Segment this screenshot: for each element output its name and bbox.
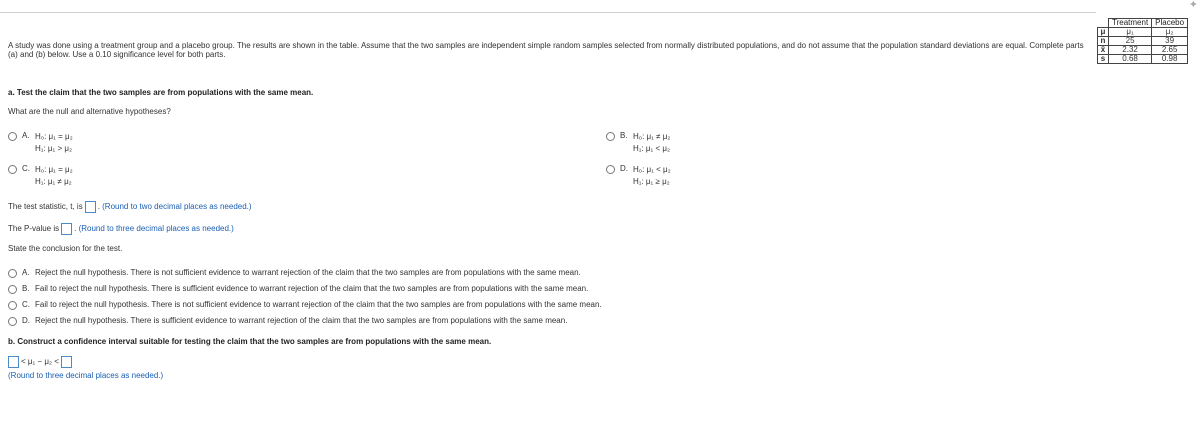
conclusion-option-d[interactable]: D. Reject the null hypothesis. There is sufficient evidence to warrant rejection of the claim that the two samples are from populations with the same mean. xyxy=(8,316,567,326)
radio-button[interactable] xyxy=(8,132,17,141)
hypotheses-question: What are the null and alternative hypotheses? xyxy=(8,107,171,116)
part-a-title: a. Test the claim that the two samples are from populations with the same mean. xyxy=(8,88,314,97)
conclusion-option-b[interactable]: B. Fail to reject the null hypothesis. There is sufficient evidence to warrant rejection of the claim that the two samples are from populations with the same mean. xyxy=(8,284,588,294)
table-cell: 2.32 xyxy=(1109,46,1152,55)
row-label: x̄ xyxy=(1098,46,1109,55)
pvalue-row: The P-value is . (Round to three decimal places as needed.) xyxy=(8,224,234,234)
radio-button[interactable] xyxy=(8,285,17,294)
radio-button[interactable] xyxy=(606,132,615,141)
test-statistic-input[interactable] xyxy=(85,201,96,213)
hypothesis-option-b[interactable]: B. H₀: μ₁ ≠ μ₂ H₁: μ₁ < μ₂ xyxy=(606,131,670,155)
table-cell: 25 xyxy=(1109,37,1152,46)
row-label: n xyxy=(1098,37,1109,46)
radio-button[interactable] xyxy=(8,301,17,310)
radio-button[interactable] xyxy=(8,165,17,174)
header-placebo: Placebo xyxy=(1152,19,1188,28)
problem-statement: A study was done using a treatment group and a placebo group. The results are shown in the table. Assume that the two samples are independent simple random samples selected from normally distributed populations, and do not assume that the population standard deviations are equal. Complete parts (a) and (b) below. Use a 0.10 significance level for both parts. xyxy=(8,41,1084,59)
confidence-interval-row: < μ₁ − μ₂ < xyxy=(8,356,74,368)
hypothesis-option-c[interactable]: C. H₀: μ₁ = μ₂ H₁: μ₁ ≠ μ₂ xyxy=(8,164,73,188)
row-label: μ xyxy=(1098,28,1109,37)
radio-button[interactable] xyxy=(606,165,615,174)
conclusion-prompt: State the conclusion for the test. xyxy=(8,244,123,253)
ci-round-note: (Round to three decimal places as needed.) xyxy=(8,371,164,380)
ci-upper-input[interactable] xyxy=(61,356,72,368)
table-cell: 39 xyxy=(1152,37,1188,46)
table-cell: μ₂ xyxy=(1152,28,1188,37)
table-cell: 0.68 xyxy=(1109,55,1152,64)
row-label: s xyxy=(1098,55,1109,64)
hypothesis-option-d[interactable]: D. H₀: μ₁ < μ₂ H₁: μ₁ ≥ μ₂ xyxy=(606,164,671,188)
conclusion-option-c[interactable]: C. Fail to reject the null hypothesis. There is not sufficient evidence to warrant rejection of the claim that the two samples are from populations with the same mean. xyxy=(8,300,602,310)
table-cell: μ₁ xyxy=(1109,28,1152,37)
ci-lower-input[interactable] xyxy=(8,356,19,368)
table-cell: 2.65 xyxy=(1152,46,1188,55)
part-b-title: b. Construct a confidence interval suitable for testing the claim that the two samples are from populations with the same mean. xyxy=(8,337,492,346)
hypothesis-option-a[interactable]: A. H₀: μ₁ = μ₂ H₁: μ₁ > μ₂ xyxy=(8,131,73,155)
header-treatment: Treatment xyxy=(1109,19,1152,28)
radio-button[interactable] xyxy=(8,269,17,278)
conclusion-option-a[interactable]: A. Reject the null hypothesis. There is not sufficient evidence to warrant rejection of the claim that the two samples are from populations with the same mean. xyxy=(8,268,581,278)
pvalue-input[interactable] xyxy=(61,223,72,235)
data-table xyxy=(1097,18,1188,64)
tooltip-pin-icon[interactable]: ✦ xyxy=(1188,0,1198,11)
table-cell: 0.98 xyxy=(1152,55,1188,64)
radio-button[interactable] xyxy=(8,317,17,326)
test-statistic-row: The test statistic, t, is . (Round to two decimal places as needed.) xyxy=(8,202,252,212)
top-divider xyxy=(0,12,1096,13)
